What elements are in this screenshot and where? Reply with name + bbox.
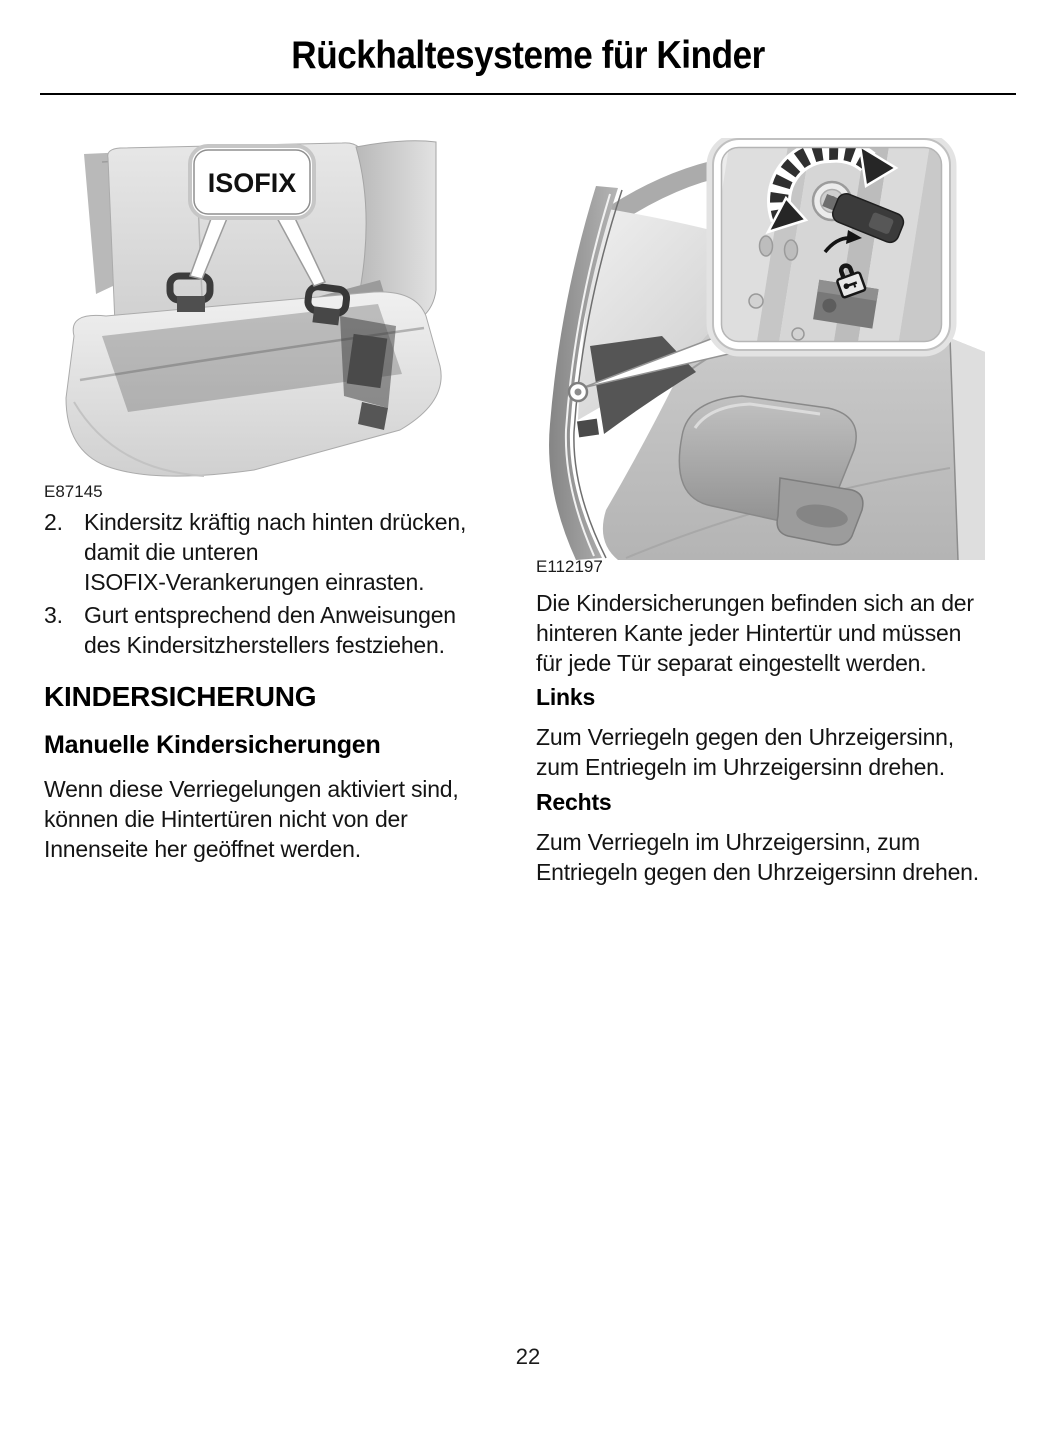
figure-caption-seat: E87145 (44, 482, 103, 501)
screw (749, 294, 763, 308)
screw (792, 328, 804, 340)
figure-caption-door: E112197 (536, 557, 603, 576)
isofix-callout (190, 146, 314, 218)
anchor-bracket-plate (347, 334, 388, 388)
paragraph-line: zum Entriegeln im Uhrzeigersinn drehen. (536, 754, 945, 780)
paragraph-line: Wenn diese Verriegelungen aktiviert sind, (44, 776, 459, 802)
list-text-line: ISOFIX-Verankerungen einrasten. (84, 569, 425, 595)
list-text-line: Kindersitz kräftig nach hinten drücken, (84, 509, 467, 535)
list-marker: 3. (44, 602, 63, 628)
page-title: Rückhaltesysteme für Kinder (291, 34, 765, 77)
links-paragraph (536, 722, 954, 782)
page-header (0, 34, 1056, 78)
door-check-strap (577, 419, 599, 438)
list-text-line: Gurt entsprechend den Anweisungen (84, 602, 456, 628)
links-heading: Links (536, 684, 596, 710)
right-intro-paragraph (536, 588, 974, 678)
paragraph-line: für jede Tür separat eingestellt werden. (536, 650, 927, 676)
edge-hole (760, 236, 773, 256)
list-text-line: damit die unteren (84, 539, 259, 565)
subsection-heading: Manuelle Kindersicherungen (44, 731, 381, 759)
list-item-2 (44, 507, 494, 597)
list-marker: 2. (44, 509, 63, 535)
rechts-paragraph (536, 827, 979, 887)
rechts-heading: Rechts (536, 789, 612, 815)
header-rule (40, 93, 1016, 95)
list-text-line: des Kindersitzherstellers festziehen. (84, 632, 445, 658)
paragraph-line: Zum Verriegeln gegen den Uhrzeigersinn, (536, 724, 954, 750)
left-paragraph (44, 774, 459, 864)
lock-point-center (575, 389, 582, 396)
isofix-label: ISOFIX (207, 168, 297, 198)
paragraph-line: Zum Verriegeln im Uhrzeigersinn, zum (536, 829, 920, 855)
section-heading: KINDERSICHERUNG (44, 681, 317, 712)
paragraph-line: hinteren Kante jeder Hintertür und müssen (536, 620, 962, 646)
list-item-3 (44, 600, 494, 660)
paragraph-line: können die Hintertüren nicht von der (44, 806, 408, 832)
paragraph-line: Die Kindersicherungen befinden sich an der (536, 590, 974, 616)
page-number: 22 (515, 1344, 541, 1369)
paragraph-line: Innenseite her geöffnet werden. (44, 836, 361, 862)
rear-door-illustration (530, 138, 985, 560)
paragraph-line: Entriegeln gegen den Uhrzeigersinn drehen. (536, 859, 979, 885)
rear-seat-illustration (44, 140, 500, 485)
edge-hole (785, 240, 798, 260)
